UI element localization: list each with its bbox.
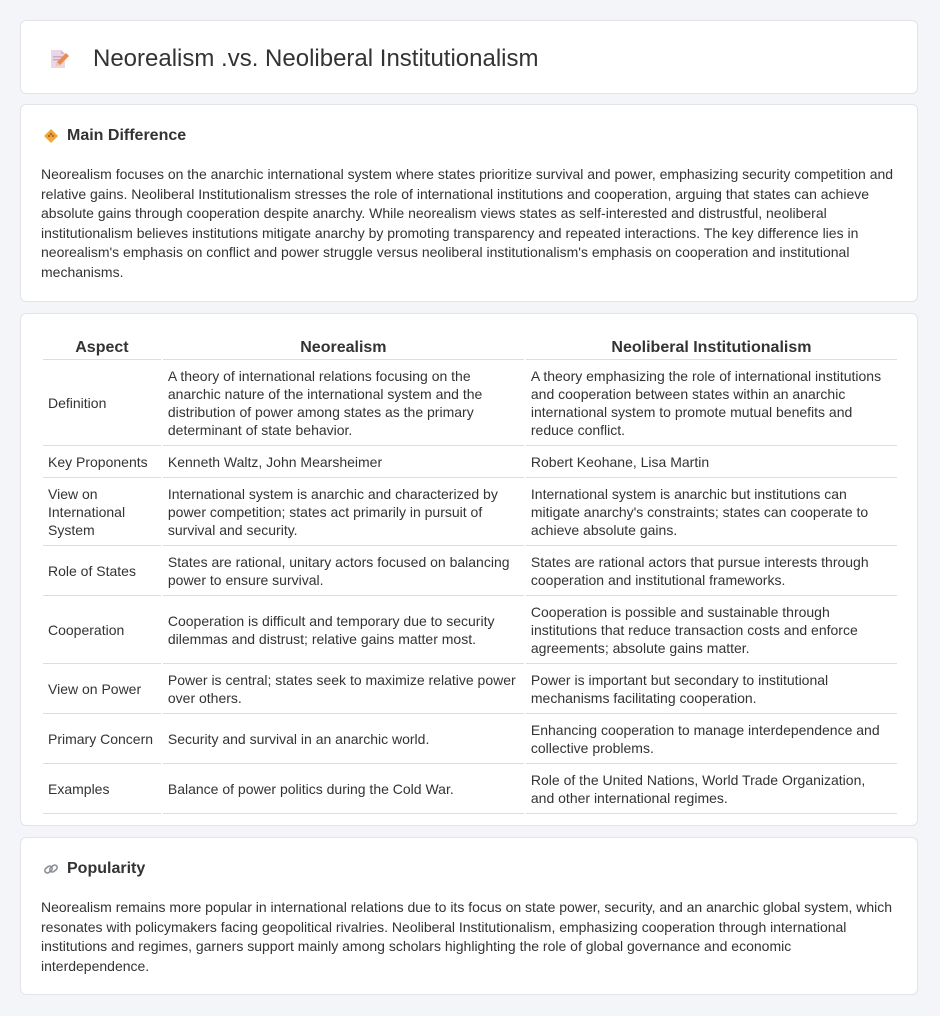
- neorealism-cell: Kenneth Waltz, John Mearsheimer: [163, 446, 524, 478]
- table-row: [43, 664, 897, 714]
- neorealism-cell: Power is central; states seek to maximize relative power over others.: [163, 664, 524, 714]
- header-neorealism: Neorealism: [163, 335, 524, 360]
- table-row: [43, 714, 897, 764]
- aspect-cell: View on International System: [43, 478, 161, 546]
- table-row: [43, 764, 897, 814]
- aspect-cell: Role of States: [43, 546, 161, 596]
- aspect-cell: Definition: [43, 360, 161, 446]
- main-difference-title: Main Difference: [67, 127, 187, 144]
- neoliberal-cell: Enhancing cooperation to manage interdependence and collective problems.: [526, 714, 897, 764]
- aspect-cell: Cooperation: [43, 596, 161, 664]
- page-title: Neorealism .vs. Neoliberal Institutionalism: [93, 45, 539, 72]
- main-difference-card: [20, 104, 918, 302]
- popularity-text: Neorealism remains more popular in international relations due to its focus on state power, security, and an anarchic global system, which resonates with policymakers facing geopolitical rivalries. Neoliberal Institutionalism, emphasizing cooperation through international institutions and regimes, garners support mainly among scholars highlighting the role of global governance and economic interdependence.: [41, 899, 893, 974]
- table-header-row: [43, 335, 897, 360]
- table-row: [43, 478, 897, 546]
- comparison-table: [41, 335, 899, 814]
- aspect-cell: Examples: [43, 764, 161, 814]
- table-row: [43, 546, 897, 596]
- table-row: [43, 596, 897, 664]
- neoliberal-cell: A theory emphasizing the role of international institutions and cooperation between states within an anarchic international system to promote mutual benefits and reduce conflict.: [526, 360, 897, 446]
- popularity-title: Popularity: [67, 860, 146, 877]
- main-difference-text: Neorealism focuses on the anarchic international system where states prioritize survival and power, emphasizing security competition and relative gains. Neoliberal Institutionalism stresses the role of international institutions and cooperation, arguing that states can achieve absolute gains through cooperation despite anarchy. While neorealism views states as self-interested and distrustful, neoliberal institutionalism believes institutions mitigate anarchy by promoting transparency and repeated interactions. The key difference lies in neorealism's emphasis on conflict and power struggle versus neoliberal institutionalism's emphasis on cooperation and institutional mechanisms.: [41, 166, 894, 280]
- neorealism-cell: International system is anarchic and characterized by power competition; states act primarily in pursuit of survival and security.: [163, 478, 524, 546]
- link-icon: [43, 861, 59, 877]
- neorealism-cell: Balance of power politics during the Cold War.: [163, 764, 524, 814]
- table-row: [43, 446, 897, 478]
- title-card: [20, 20, 918, 94]
- table-row: [43, 360, 897, 446]
- neoliberal-cell: Role of the United Nations, World Trade Organization, and other international regimes.: [526, 764, 897, 814]
- diamond-icon: [43, 128, 59, 144]
- neorealism-cell: Security and survival in an anarchic world.: [163, 714, 524, 764]
- neorealism-cell: Cooperation is difficult and temporary due to security dilemmas and distrust; relative gains matter most.: [163, 596, 524, 664]
- neoliberal-cell: Cooperation is possible and sustainable through institutions that reduce transaction costs and enforce agreements; absolute gains matter.: [526, 596, 897, 664]
- neoliberal-cell: International system is anarchic but institutions can mitigate anarchy's constraints; states can cooperate to achieve absolute gains.: [526, 478, 897, 546]
- neoliberal-cell: States are rational actors that pursue interests through cooperation and institutional frameworks.: [526, 546, 897, 596]
- document-pencil-icon: [47, 47, 71, 71]
- header-neoliberal: Neoliberal Institutionalism: [526, 335, 897, 360]
- aspect-cell: Key Proponents: [43, 446, 161, 478]
- aspect-cell: View on Power: [43, 664, 161, 714]
- neorealism-cell: States are rational, unitary actors focused on balancing power to ensure survival.: [163, 546, 524, 596]
- neoliberal-cell: Robert Keohane, Lisa Martin: [526, 446, 897, 478]
- popularity-card: [20, 837, 918, 995]
- header-aspect: Aspect: [43, 335, 161, 360]
- neorealism-cell: A theory of international relations focusing on the anarchic nature of the international system and the distribution of power among states as the primary determinant of state behavior.: [163, 360, 524, 446]
- comparison-table-card: [20, 313, 918, 826]
- neoliberal-cell: Power is important but secondary to institutional mechanisms facilitating cooperation.: [526, 664, 897, 714]
- aspect-cell: Primary Concern: [43, 714, 161, 764]
